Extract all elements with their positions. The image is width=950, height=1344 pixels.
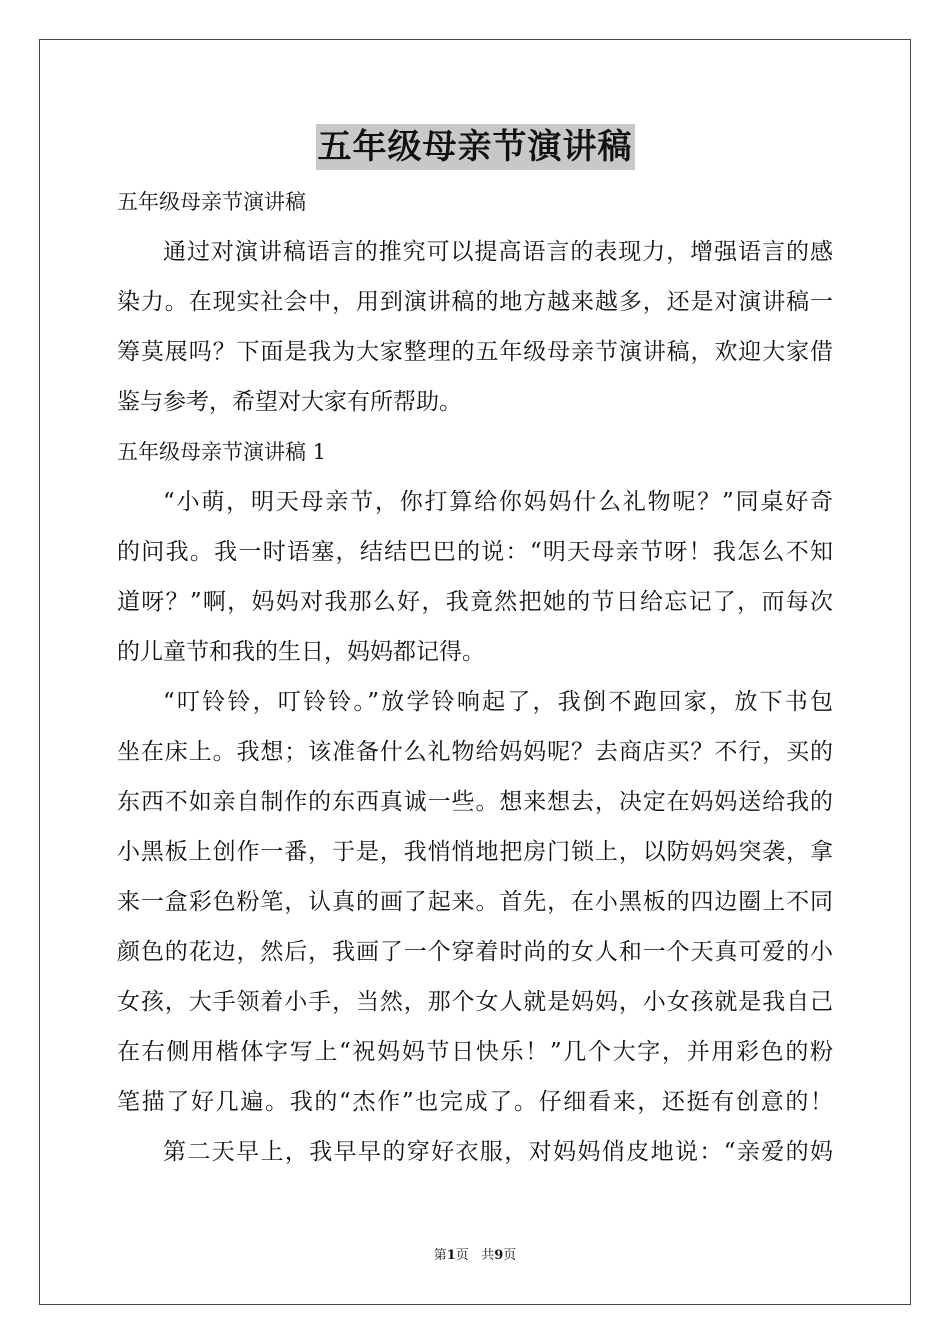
- paragraph-line: 颜色的花边，然后，我画了一个穿着时尚的女人和一个天真可爱的小: [117, 939, 833, 965]
- paragraph-line: “叮铃铃，叮铃铃。”放学铃响起了，我倒不跑回家，放下书包: [163, 689, 833, 715]
- paragraph-line: 东西不如亲自制作的东西真诚一些。想来想去，决定在妈妈送给我的: [117, 789, 833, 815]
- intro-line: 通过对演讲稿语言的推究可以提高语言的表现力，增强语言的感: [163, 239, 833, 265]
- page-footer: [0, 1247, 950, 1265]
- title-wrap: [0, 124, 950, 170]
- subtitle: 五年级母亲节演讲稿: [117, 190, 306, 214]
- document-title: 五年级母亲节演讲稿: [316, 124, 635, 170]
- footer-total-prefix: 共: [481, 1248, 495, 1263]
- intro-line: 筹莫展吗？下面是我为大家整理的五年级母亲节演讲稿，欢迎大家借: [117, 339, 833, 365]
- section-heading: 五年级母亲节演讲稿 1: [117, 440, 327, 464]
- intro-line: 染力。在现实社会中，用到演讲稿的地方越来越多，还是对演讲稿一: [117, 289, 833, 315]
- paragraph-line: 笔描了好几遍。我的“杰作”也完成了。仔细看来，还挺有创意的！: [117, 1089, 833, 1115]
- paragraph-line: 在右侧用楷体字写上“祝妈妈节日快乐！”几个大字，并用彩色的粉: [117, 1039, 833, 1065]
- intro-line: 鉴与参考，希望对大家有所帮助。: [117, 389, 462, 415]
- paragraph-line: 小黑板上创作一番，于是，我悄悄地把房门锁上，以防妈妈突袭，拿: [117, 839, 833, 865]
- paragraph-line: 道呀？”啊，妈妈对我那么好，我竟然把她的节日给忘记了，而每次: [117, 589, 833, 615]
- document-body: [117, 177, 833, 1177]
- paragraph-line: 的儿童节和我的生日，妈妈都记得。: [117, 639, 485, 665]
- footer-prefix: 第: [433, 1248, 447, 1263]
- paragraph-line: 坐在床上。我想；该准备什么礼物给妈妈呢？去商店买？不行，买的: [117, 739, 833, 765]
- footer-total-suffix: 页: [503, 1248, 517, 1263]
- paragraph-line: “小萌，明天母亲节，你打算给你妈妈什么礼物呢？”同桌好奇: [163, 489, 833, 515]
- footer-page-suffix: 页: [455, 1248, 469, 1263]
- paragraph-line: 来一盒彩色粉笔，认真的画了起来。首先，在小黑板的四边圈上不同: [117, 889, 833, 915]
- footer-page-number: 1: [446, 1248, 456, 1263]
- paragraph-line: 第二天早上，我早早的穿好衣服，对妈妈俏皮地说：“亲爱的妈: [163, 1139, 833, 1165]
- paragraph-line: 的问我。我一时语塞，结结巴巴的说：“明天母亲节呀！我怎么不知: [117, 539, 833, 565]
- paragraph-line: 女孩，大手领着小手，当然，那个女人就是妈妈，小女孩就是我自己: [117, 989, 833, 1015]
- footer-total-pages: 9: [494, 1248, 504, 1263]
